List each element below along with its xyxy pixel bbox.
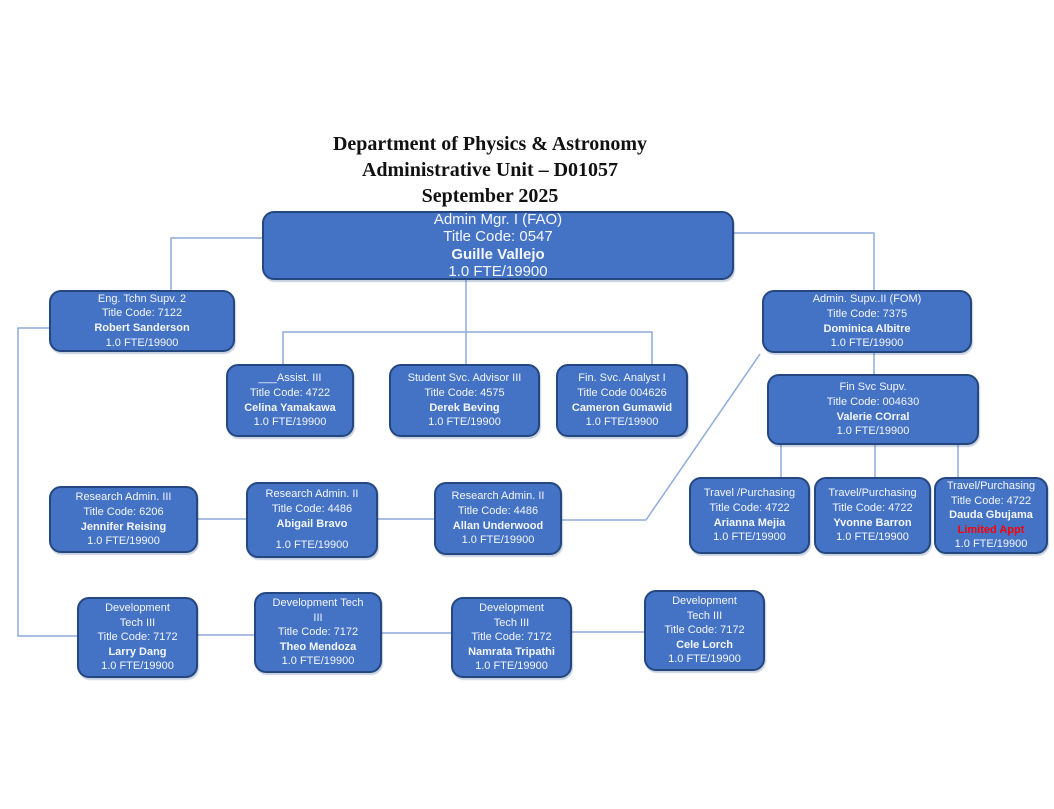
box-line: 1.0 FTE/19900: [954, 538, 1028, 551]
box-line: Title Code: 4722: [832, 501, 913, 514]
person-name: Cameron Gumawid: [571, 401, 673, 414]
box-line: 1.0 FTE/19900: [713, 531, 786, 544]
org-box-valerie-corral: [767, 374, 979, 445]
org-box-dominica-albitre: [762, 290, 972, 353]
box-line: Title Code: 7172: [97, 631, 178, 644]
org-box-jennifer-reising: [49, 486, 198, 553]
person-name: Allan Underwood: [452, 519, 544, 532]
org-box-arianna-mejia: [689, 477, 810, 554]
box-line: Admin Mgr. I (FAO): [433, 211, 563, 228]
box-line: Title Code: 004630: [826, 395, 920, 408]
box-line: Travel/Purchasing: [946, 480, 1036, 493]
person-name: Cele Lorch: [676, 638, 733, 651]
box-line: 1.0 FTE/19900: [428, 416, 501, 429]
org-box-celina-yamakawa: [226, 364, 354, 437]
box-line: 1.0 FTE/19900: [105, 336, 179, 349]
box-line: Title Code: 7375: [826, 307, 908, 320]
connector-guille-to-albitre: [733, 233, 874, 290]
box-line: Research Admin. II: [451, 490, 545, 503]
box-line: Title Code: 4722: [249, 386, 331, 399]
box-line: Tech III: [686, 609, 723, 622]
limited-appt-note: Limited Appt: [957, 523, 1025, 536]
box-line: 1.0 FTE/19900: [101, 660, 174, 673]
box-line: 1.0 FTE/19900: [585, 416, 659, 429]
box-line: Title Code: 4722: [950, 494, 1032, 507]
box-line: Title Code: 0547: [443, 228, 553, 246]
box-line: 1.0 FTE/19900: [836, 531, 909, 544]
box-line: Title Code: 7172: [277, 626, 359, 639]
org-box-dauda-gbujama: [934, 477, 1048, 554]
box-line: 1.0 FTE/19900: [275, 539, 349, 552]
person-name: Valerie COrral: [836, 410, 910, 423]
box-line: Title Code: 7172: [664, 624, 745, 637]
org-box-allan-underwood: [434, 482, 562, 555]
box-line: Development: [672, 595, 737, 608]
person-name: Guille Vallejo: [451, 245, 545, 263]
box-line: ___Assist. III: [258, 372, 322, 385]
box-line: 1.0 FTE/19900: [461, 534, 535, 547]
org-box-robert-sanderson: [49, 290, 235, 352]
box-line: Title Code: 6206: [83, 505, 164, 518]
person-name: Larry Dang: [108, 645, 167, 658]
box-line: Title Code: 4486: [271, 502, 353, 515]
person-name: Dominica Albitre: [823, 322, 911, 335]
title-line-unit: Administrative Unit – D01057: [361, 159, 619, 181]
box-line: 1.0 FTE/19900: [448, 262, 548, 280]
box-line: Research Admin. II: [265, 488, 359, 501]
box-line: Development: [105, 602, 170, 615]
box-line: Title Code: 4722: [709, 501, 790, 514]
person-name: Celina Yamakawa: [244, 401, 336, 414]
person-name: Theo Mendoza: [279, 640, 357, 653]
org-box-cele-lorch: [644, 590, 765, 671]
box-line: Title Code: 7172: [471, 631, 552, 644]
box-line: 1.0 FTE/19900: [668, 653, 741, 666]
org-box-abigail-bravo: [246, 482, 378, 558]
box-line: 1.0 FTE/19900: [253, 416, 327, 429]
person-name: Abigail Bravo: [276, 517, 348, 530]
person-name: Namrata Tripathi: [468, 645, 555, 658]
org-box-namrata-tripathi: [451, 597, 572, 678]
box-line: Development Tech: [272, 597, 364, 610]
box-line: Tech III: [119, 616, 156, 629]
box-line: Title Code: 4575: [424, 386, 505, 399]
box-line: Development: [479, 602, 544, 615]
org-box-larry-dang: [77, 597, 198, 678]
box-line: Admin. Supv..II (FOM): [812, 293, 922, 306]
connector-sanderson-to-dang: [18, 328, 77, 636]
org-box-theo-mendoza: [254, 592, 382, 673]
box-line: 1.0 FTE/19900: [836, 425, 910, 438]
person-name: Arianna Mejia: [713, 516, 786, 529]
connector-guille-to-yamakawa-gumawid: [283, 332, 652, 364]
org-box-cameron-gumawid: [556, 364, 688, 437]
box-line: Title Code: 7122: [101, 307, 183, 320]
person-name: Derek Beving: [429, 401, 500, 414]
org-box-derek-beving: [389, 364, 540, 437]
box-line: Eng. Tchn Supv. 2: [97, 292, 187, 305]
title-line-date: September 2025: [421, 185, 559, 207]
connector-guille-to-sanderson: [171, 238, 262, 290]
box-line: Fin. Svc. Analyst I: [578, 372, 666, 385]
box-line: Fin Svc Supv.: [839, 381, 907, 394]
box-line: Travel /Purchasing: [703, 487, 796, 500]
person-name: Dauda Gbujama: [949, 509, 1033, 522]
box-line: 1.0 FTE/19900: [281, 655, 355, 668]
box-line: Title Code: 4486: [457, 504, 539, 517]
person-name: Robert Sanderson: [94, 322, 190, 334]
box-line: Tech III: [493, 616, 530, 629]
box-line: III: [313, 611, 323, 624]
box-line: Student Svc. Advisor III: [407, 372, 522, 385]
org-box-yvonne-barron: [814, 477, 931, 554]
chart-title: [140, 131, 840, 209]
title-line-department: Department of Physics & Astronomy: [332, 133, 648, 155]
box-line: 1.0 FTE/19900: [830, 337, 904, 350]
person-name: Yvonne Barron: [833, 516, 912, 529]
box-line: Research Admin. III: [75, 491, 172, 504]
person-name: Jennifer Reising: [80, 520, 167, 533]
box-line: 1.0 FTE/19900: [87, 535, 160, 548]
org-box-guille-vallejo: [262, 211, 734, 280]
box-line: Travel/Purchasing: [828, 487, 917, 500]
box-line: Title Code 004626: [577, 386, 667, 399]
box-line: 1.0 FTE/19900: [475, 660, 548, 673]
